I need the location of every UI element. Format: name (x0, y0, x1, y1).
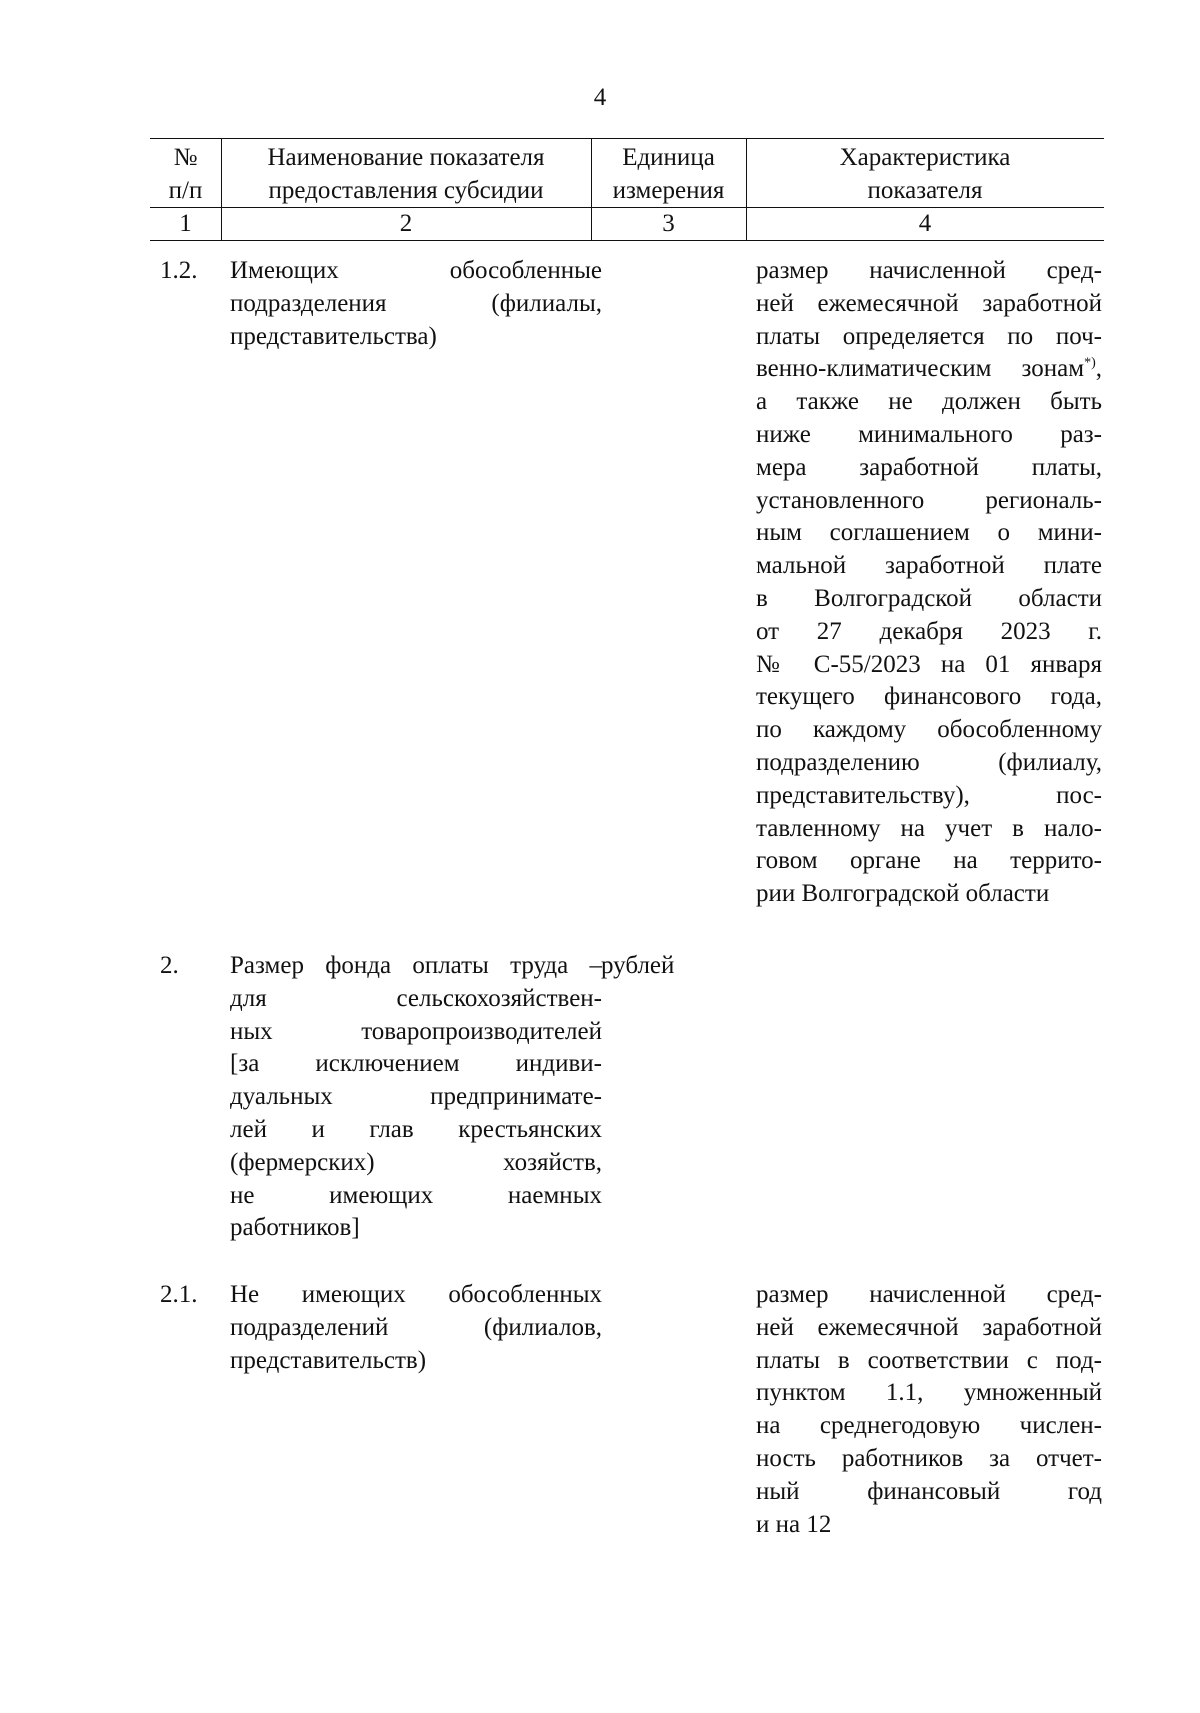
row-characteristic: размер начисленной сред- ней ежемесячной заработной платы в соответствии с под- пунктом 1.1, умноженный на среднегодовую числен- ность работников за отчет- ный финансовый год и на 12 (756, 1281, 1102, 1538)
row-number: 2.1. (160, 1281, 198, 1308)
row-number: 1.2. (160, 257, 198, 284)
header-col-name: Наименование показателя предоставления субсидии (267, 144, 545, 204)
header-col-characteristic: Характеристика показателя (839, 144, 1011, 204)
footnote-mark: *) (1084, 356, 1096, 372)
column-number-1: 1 (179, 210, 192, 237)
row-characteristic: размер начисленной сред- ней ежемесячной заработной платы определяется по поч- венно-климатическим зонам*), а также не должен быть ниже минимального раз- мера заработной платы, установленного региональ- ным соглашением о мини- мальной заработной плате в Волгоградской области от 27 декабря 2023 г. № С-55/2023 на 01 января текущего финансового года, по каждому обособленному подразделению (филиалу, представительству), пос- тавленному на учет в нало- говом органе на террито- рии Волгоградской области (756, 257, 1102, 908)
header-col-unit: Единица измерения (612, 144, 725, 204)
row-indicator-name: Не имеющих обособленных подразделений (филиалов, представительств) (230, 1281, 602, 1374)
header-top-rule (150, 138, 1104, 139)
row-unit: рублей (601, 952, 675, 979)
row-number: 2. (160, 952, 179, 979)
row-indicator-name: Размер фонда оплаты труда – для сельскохозяйствен- ных товаропроизводителей [за исключением индиви- дуальных предпринимате- лей и глав крестьянских (фермерских) хозяйств, не имеющих наемных работников] (230, 952, 602, 1242)
column-number-3: 3 (662, 210, 675, 237)
column-number-4: 4 (918, 210, 932, 237)
header-col-number: № п/п (168, 144, 203, 204)
row-indicator-name: Имеющих обособленные подразделения (филиалы, представительства) (230, 257, 602, 350)
column-number-2: 2 (399, 210, 413, 237)
page-number: 4 (593, 84, 607, 111)
